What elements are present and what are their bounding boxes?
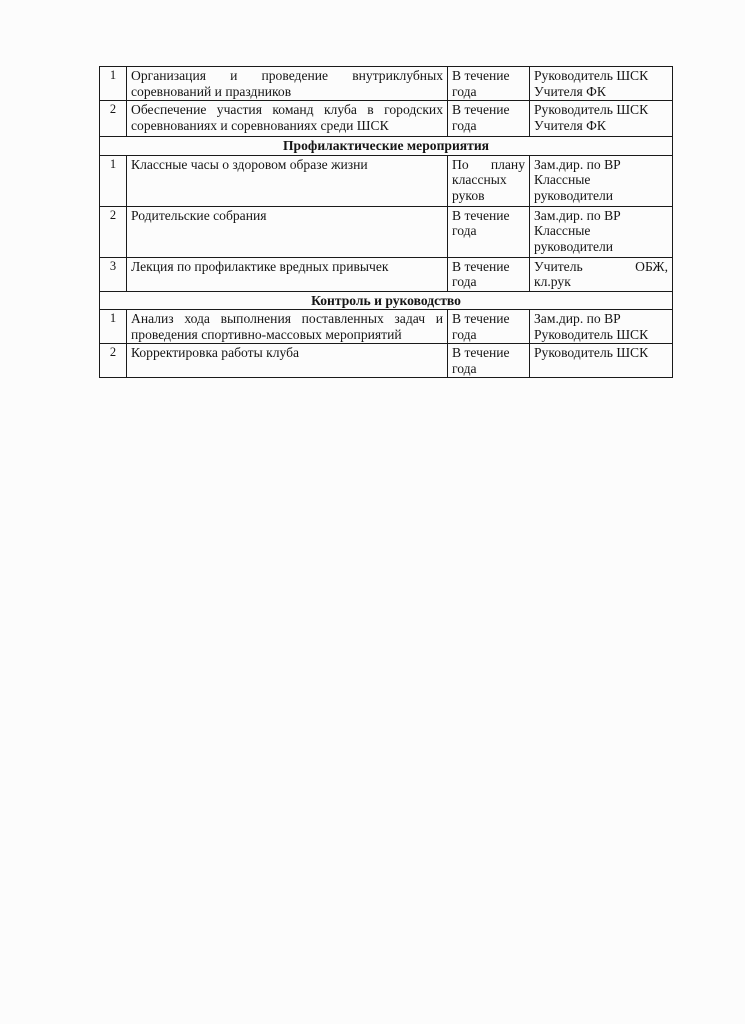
term-cell bbox=[448, 101, 530, 137]
responsible-line: Классные bbox=[534, 223, 591, 238]
term-line: года bbox=[452, 83, 477, 99]
responsible-cell bbox=[530, 206, 673, 257]
table-row bbox=[100, 155, 673, 206]
term-line: года bbox=[452, 223, 477, 238]
responsible-line: Учителя ФК bbox=[534, 117, 606, 133]
section-title: Профилактические мероприятия bbox=[100, 137, 673, 156]
section-row bbox=[100, 291, 673, 310]
term-line: В течение bbox=[452, 311, 510, 326]
row-number: 1 bbox=[100, 310, 127, 344]
term-cell bbox=[448, 310, 530, 344]
term-line: В течение bbox=[452, 258, 510, 274]
section-title: Контроль и руководство bbox=[100, 291, 673, 310]
term-line: В течение bbox=[452, 102, 510, 117]
activity-cell: Обеспечение участия команд клуба в городских соревнованиях и соревнованиях среди ШСК bbox=[127, 101, 448, 137]
row-number: 1 bbox=[100, 155, 127, 206]
responsible-line: кл.рук bbox=[534, 274, 571, 289]
responsible-line: Руководитель ШСК bbox=[534, 345, 649, 360]
table-row bbox=[100, 344, 673, 378]
responsible-cell bbox=[530, 101, 673, 137]
row-number: 1 bbox=[100, 67, 127, 101]
activity-cell: Классные часы о здоровом образе жизни bbox=[127, 155, 448, 206]
responsible-cell bbox=[530, 310, 673, 344]
responsible-line: руководители bbox=[534, 238, 614, 254]
responsible-cell bbox=[530, 257, 673, 291]
term-line: По плану bbox=[452, 156, 525, 172]
row-number: 3 bbox=[100, 257, 127, 291]
activity-cell: Родительские собрания bbox=[127, 206, 448, 257]
term-cell bbox=[448, 67, 530, 101]
section-row bbox=[100, 137, 673, 156]
term-line: В течение bbox=[452, 68, 510, 83]
responsible-line: руководители bbox=[534, 187, 614, 203]
responsible-line: Зам.дир. по ВР bbox=[534, 207, 621, 223]
table-row bbox=[100, 257, 673, 291]
table-row bbox=[100, 310, 673, 344]
activity-cell: Корректировка работы клуба bbox=[127, 344, 448, 378]
term-cell bbox=[448, 206, 530, 257]
activity-cell: Организация и проведение внутриклубных соревнований и праздников bbox=[127, 67, 448, 101]
term-cell bbox=[448, 257, 530, 291]
row-number: 2 bbox=[100, 206, 127, 257]
activity-cell: Лекция по профилактике вредных привычек bbox=[127, 257, 448, 291]
table-row bbox=[100, 206, 673, 257]
responsible-line: Зам.дир. по ВР bbox=[534, 156, 621, 172]
term-line: В течение bbox=[452, 207, 510, 223]
responsible-cell bbox=[530, 344, 673, 378]
responsible-line: Классные bbox=[534, 172, 591, 187]
term-line: года bbox=[452, 117, 477, 133]
row-number: 2 bbox=[100, 101, 127, 137]
responsible-line: Учителя ФК bbox=[534, 83, 606, 99]
responsible-line: Руководитель ШСК bbox=[534, 68, 649, 83]
responsible-line: Зам.дир. по ВР bbox=[534, 311, 621, 326]
responsible-line: Учитель ОБЖ, bbox=[534, 258, 668, 274]
term-line: года bbox=[452, 326, 477, 342]
responsible-cell bbox=[530, 67, 673, 101]
responsible-line: Руководитель ШСК bbox=[534, 102, 649, 117]
term-line: В течение bbox=[452, 345, 510, 360]
term-line: классных bbox=[452, 172, 507, 187]
term-cell bbox=[448, 344, 530, 378]
term-line: руков bbox=[452, 187, 485, 203]
responsible-cell bbox=[530, 155, 673, 206]
table-row bbox=[100, 67, 673, 101]
table-row bbox=[100, 101, 673, 137]
row-number: 2 bbox=[100, 344, 127, 378]
term-line: года bbox=[452, 360, 477, 376]
term-line: года bbox=[452, 274, 477, 289]
activity-plan-table bbox=[99, 66, 673, 378]
responsible-line: Руководитель ШСК bbox=[534, 326, 649, 342]
term-cell bbox=[448, 155, 530, 206]
activity-cell: Анализ хода выполнения поставленных задач и проведения спортивно-массовых мероприятий bbox=[127, 310, 448, 344]
